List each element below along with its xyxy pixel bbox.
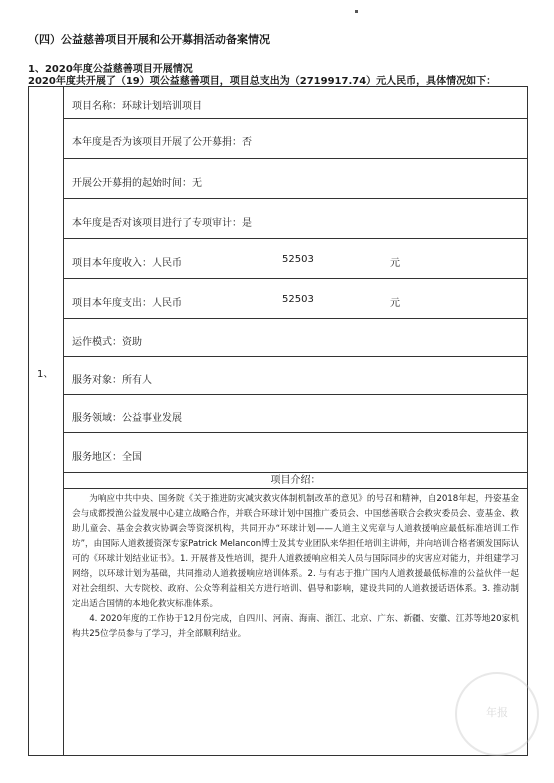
expense-amount: 52503 [282, 294, 314, 305]
operation-mode: 运作模式：资助 [72, 337, 142, 348]
row-fundraising-start [64, 159, 527, 199]
watermark-stamp [455, 672, 539, 756]
public-fundraising: 本年度是否为该项目开展了公开募捐：否 [72, 137, 252, 148]
intro-paragraph: 为响应中共中央、国务院《关于推进防灾减灾救灾体制机制改革的意见》的号召和精神，自2018年起，丹姿基金会与成都授渔公益发展中心建立战略合作，并联合环球计划中国推广委员会、中国慈善联合会救灾委员会、壹基金、救助儿童会、基金会救灾协调会等资深机构，共同开办“环球计划——人道主义宪章与人道救援响应最低标准培训工作坊”，由国际人道救援资深专家Patrick Melancon博士及其专业团队来华担任培训主讲师，并向培训合格者颁发国际认可的《环球计划结业证书》。1. 开展普及性培训，提升人道救援响应相关人员与国际同步的灾害应对能力，并组建学习网络，以环球计划为基础，共同推动人道救援响应培训体系。2. 与有志于推广国内人道救援最低标准的公益伙伴一起对社会组织、大专院校、政府、公众等利益相关方进行培训、倡导和影响，建设共同的人道救援话语体系。3. 推动制定出适合国情的本地化救灾标准体系。 [72, 494, 520, 609]
fundraising-start: 开展公开募捐的起始时间：无 [72, 178, 202, 189]
service-target: 服务对象：所有人 [72, 375, 152, 386]
intro-heading: 项目介绍： [64, 473, 527, 489]
expense-unit: 元 [390, 298, 400, 309]
project-details [64, 87, 527, 755]
project-name: 项目名称：环球计划培训项目 [72, 101, 202, 112]
row-service-field [64, 395, 527, 433]
row-service-region [64, 433, 527, 473]
sub-title: 1、2020年度公益慈善项目开展情况 [28, 64, 193, 75]
special-audit: 本年度是否对该项目进行了专项审计：是 [72, 218, 252, 229]
stamp-text: 年报 [486, 706, 508, 719]
income-label: 项目本年度收入：人民币 [72, 258, 182, 269]
row-expense [64, 279, 527, 319]
row-special-audit [64, 199, 527, 239]
service-field: 服务领域：公益事业发展 [72, 413, 182, 424]
row-service-target [64, 357, 527, 395]
row-income [64, 239, 527, 279]
item-number-column [29, 87, 64, 755]
income-unit: 元 [390, 258, 400, 269]
service-region: 服务地区：全国 [72, 452, 142, 463]
row-project-name [64, 87, 527, 119]
row-operation-mode [64, 319, 527, 357]
item-number: 1、 [37, 369, 54, 380]
intro-paragraph: 4. 2020年度的工作协于12月份完成，自四川、河南、海南、浙江、北京、广东、新疆、安徽、江苏等地20家机构共25位学员参与了学习，并全部顺利结业。 [72, 614, 519, 639]
row-public-fundraising [64, 119, 527, 159]
project-table [28, 86, 528, 756]
section-title: （四）公益慈善项目开展和公开募捐活动备案情况 [28, 33, 270, 46]
expense-label: 项目本年度支出：人民币 [72, 298, 182, 309]
income-amount: 52503 [282, 254, 314, 265]
summary-line: 2020年度共开展了（19）项公益慈善项目，项目总支出为（2719917.74）元人民币，具体情况如下： [28, 76, 497, 87]
scan-mark [355, 10, 358, 13]
